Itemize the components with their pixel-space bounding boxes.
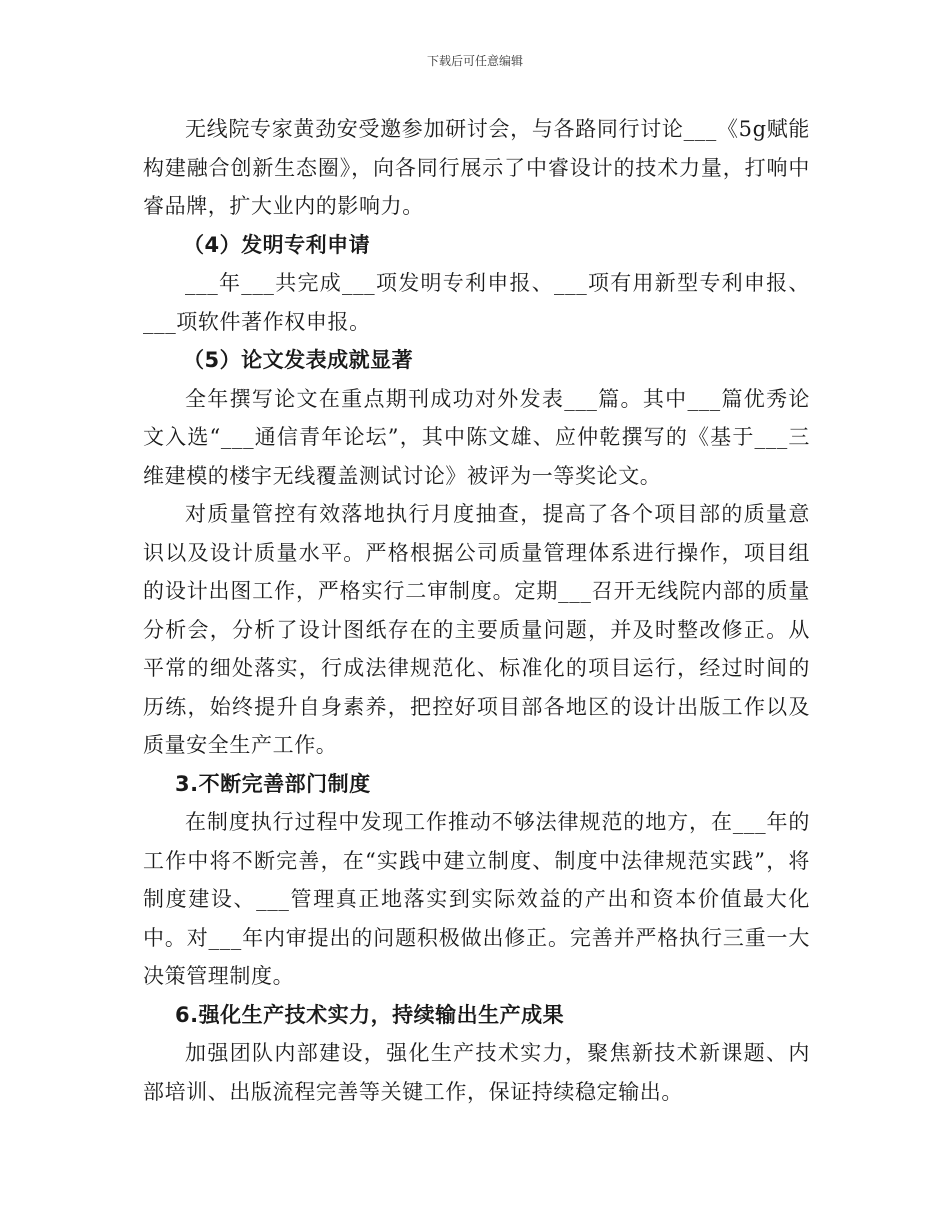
page-header: 下载后可任意编辑	[426, 54, 523, 68]
paragraph-seminar: 无线院专家黄劲安受邀参加研讨会，与各路同行讨论___《5g赋能构建融合创新生态圈》，向各同行展示了中睿设计的技术力量，打响中睿品牌，扩大业内的影响力。	[143, 117, 810, 218]
document-body	[143, 110, 810, 1111]
paragraph-patents: ___年___共完成___项发明专利申报、___项有用新型专利申报、___项软件著作权申报。	[143, 271, 810, 334]
paragraph-quality-control: 对质量管控有效落地执行月度抽查，提高了各个项目部的质量意识以及设计质量水平。严格根据公司质量管理体系进行操作，项目组的设计出图工作，严格实行二审制度。定期___召开无线院内部的质量分析会，分析了设计图纸存在的主要质量问题，并及时整改修正。从平常的细处落实，行成法律规范化、标准化的项目运行，经过时间的历练，始终提升自身素养，把控好项目部各地区的设计出版工作以及质量安全生产工作。	[143, 502, 810, 757]
heading-department-system: 3.不断完善部门制度	[175, 771, 371, 796]
paragraph-papers: 全年撰写论文在重点期刊成功对外发表___篇。其中___篇优秀论文入选“___通信青年论坛”，其中陈文雄、应仲乾撰写的《基于___三维建模的楼宇无线覆盖测试讨论》被评为一等奖论文。	[143, 386, 810, 488]
heading-patent-application: （4）发明专利申请	[183, 232, 371, 257]
heading-production-strength: 6.强化生产技术实力，持续输出生产成果	[175, 1002, 565, 1027]
paragraph-team-building: 加强团队内部建设，强化生产技术实力，聚焦新技术新课题、内部培训、出版流程完善等关键工作，保证持续稳定输出。	[143, 1041, 810, 1104]
heading-paper-publication: （5）论文发表成就显著	[183, 348, 414, 372]
paragraph-system-improvement: 在制度执行过程中发现工作推动不够法律规范的地方，在___年的工作中将不断完善，在“实践中建立制度、制度中法律规范实践”，将制度建设、___管理真正地落实到实际效益的产出和资本价值最大化中。对___年内审提出的问题积极做出修正。完善并严格执行三重一大决策管理制度。	[143, 810, 810, 988]
